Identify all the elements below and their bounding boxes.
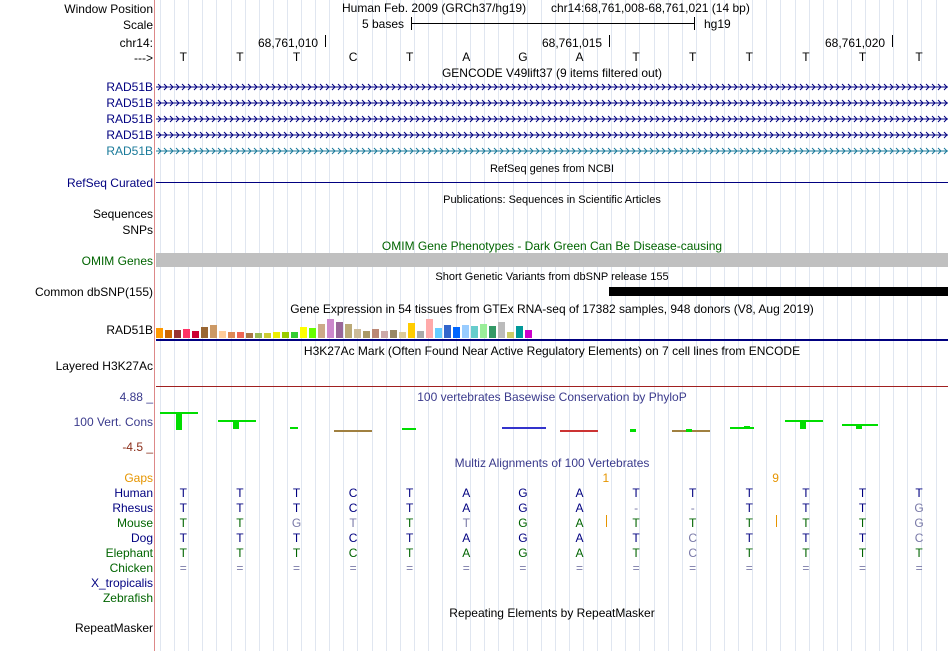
gtex-tissue-bar[interactable] bbox=[399, 332, 406, 338]
phylop-min-label: -4.5 _ bbox=[122, 440, 153, 454]
alignment-base: T bbox=[745, 531, 753, 545]
alignment-base: T bbox=[236, 486, 244, 500]
phylop-score-bar[interactable] bbox=[800, 421, 806, 429]
alignment-base: = bbox=[632, 561, 640, 575]
alignment-base: = bbox=[519, 561, 527, 575]
alignment-base: T bbox=[745, 486, 753, 500]
chrom-label: chr14: bbox=[119, 36, 153, 50]
gencode-transcript[interactable] bbox=[156, 81, 948, 93]
species-label[interactable]: Rhesus bbox=[112, 501, 153, 515]
alignment-base: T bbox=[236, 546, 244, 560]
alignment-base: A bbox=[575, 486, 584, 500]
alignment-base: T bbox=[802, 486, 810, 500]
phylop-track-title: 100 vertebrates Basewise Conservation by PhyloP bbox=[417, 390, 687, 404]
alignment-base: = bbox=[236, 561, 244, 575]
gtex-tissue-bar[interactable] bbox=[210, 325, 217, 338]
dbsnp-track-title: Short Genetic Variants from dbSNP release 155 bbox=[435, 271, 669, 283]
gencode-item-label-5[interactable]: RAD51B bbox=[106, 144, 153, 158]
alignment-base: T bbox=[292, 501, 301, 515]
species-label[interactable]: Zebrafish bbox=[102, 591, 153, 605]
sequence-base: T bbox=[632, 50, 640, 64]
gtex-tissue-bar[interactable] bbox=[174, 330, 181, 338]
alignment-base: = bbox=[406, 561, 414, 575]
alignment-base: - bbox=[634, 501, 639, 515]
scale-text: 5 bases bbox=[362, 17, 405, 31]
alignment-base: C bbox=[688, 531, 698, 545]
alignment-base: A bbox=[462, 531, 471, 545]
scale-label: Scale bbox=[122, 18, 153, 32]
alignment-base: C bbox=[688, 546, 698, 560]
omim-track-title: OMIM Gene Phenotypes - Dark Green Can Be Disease-causing bbox=[381, 239, 723, 253]
alignment-base: T bbox=[236, 516, 244, 530]
sequence-base: T bbox=[236, 50, 244, 64]
alignment-base: T bbox=[802, 546, 810, 560]
gtex-tissue-bar[interactable] bbox=[498, 322, 505, 338]
gtex-tissue-bar[interactable] bbox=[354, 329, 361, 338]
gencode-item-label-1[interactable]: RAD51B bbox=[106, 80, 153, 94]
alignment-base: G bbox=[914, 516, 924, 530]
gtex-tissue-bar[interactable] bbox=[237, 332, 244, 338]
gtex-tissue-bar[interactable] bbox=[390, 330, 397, 338]
alignment-base: T bbox=[406, 501, 414, 515]
gtex-tissue-bar[interactable] bbox=[336, 322, 343, 338]
gtex-tissue-bar[interactable] bbox=[516, 326, 523, 338]
alignment-base: T bbox=[292, 531, 301, 545]
sequence-base: T bbox=[745, 50, 753, 64]
alignment-base: - bbox=[690, 501, 695, 515]
omim-gene-bar[interactable] bbox=[156, 253, 948, 267]
species-label[interactable]: Dog bbox=[130, 531, 153, 545]
publications-track-title: Publications: Sequences in Scientific Articles bbox=[443, 194, 661, 206]
alignment-base: T bbox=[689, 486, 697, 500]
phylop-score-bar[interactable] bbox=[856, 424, 862, 429]
ruler-tick-label-2: 68,761,015 bbox=[542, 36, 603, 50]
alignment-base: T bbox=[745, 546, 753, 560]
phylop-track-label[interactable]: 100 Vert. Cons bbox=[73, 415, 153, 429]
sequence-base: C bbox=[348, 50, 358, 64]
gtex-tissue-bar[interactable] bbox=[507, 332, 514, 338]
gtex-tissue-bar[interactable] bbox=[273, 332, 280, 338]
gtex-tissue-bar[interactable] bbox=[426, 319, 433, 338]
phylop-max-label: 4.88 _ bbox=[119, 390, 153, 404]
gtex-tissue-bar[interactable] bbox=[282, 332, 289, 338]
species-label[interactable]: Elephant bbox=[105, 546, 153, 560]
alignment-base: G bbox=[518, 486, 528, 500]
gtex-tissue-bar[interactable] bbox=[489, 326, 496, 338]
species-label[interactable]: Human bbox=[114, 486, 153, 500]
gtex-tissue-bar[interactable] bbox=[309, 328, 316, 338]
alignment-base: G bbox=[518, 516, 528, 530]
gencode-item-label-2[interactable]: RAD51B bbox=[106, 96, 153, 110]
gtex-tissue-bar[interactable] bbox=[363, 331, 370, 338]
alignment-base: T bbox=[858, 501, 867, 515]
scale-bar bbox=[411, 23, 694, 24]
gencode-transcript[interactable] bbox=[156, 97, 948, 109]
alignment-base: T bbox=[802, 516, 810, 530]
alignment-base: T bbox=[236, 501, 244, 515]
alignment-base: T bbox=[632, 486, 640, 500]
gencode-item-label-3[interactable]: RAD51B bbox=[106, 112, 153, 126]
gtex-tissue-bar[interactable] bbox=[471, 326, 478, 338]
alignment-base: T bbox=[915, 546, 923, 560]
alignment-base: T bbox=[179, 501, 187, 515]
gtex-tissue-bar[interactable] bbox=[246, 333, 253, 338]
gtex-tissue-bar[interactable] bbox=[255, 333, 262, 338]
gtex-tissue-bar[interactable] bbox=[300, 327, 307, 338]
alignment-base: C bbox=[348, 531, 358, 545]
phylop-score-bar[interactable] bbox=[630, 429, 636, 432]
gtex-tissue-bar[interactable] bbox=[453, 327, 460, 338]
dbsnp-variant-bar[interactable] bbox=[609, 287, 948, 296]
alignment-base: T bbox=[236, 531, 244, 545]
alignment-base: A bbox=[462, 486, 471, 500]
ruler-tick-3 bbox=[892, 35, 893, 47]
alignment-base: T bbox=[179, 486, 187, 500]
alignment-base: T bbox=[802, 531, 810, 545]
phylop-score-bar[interactable] bbox=[502, 427, 546, 429]
alignment-base: T bbox=[858, 516, 867, 530]
gtex-tissue-bar[interactable] bbox=[192, 331, 199, 338]
publications-snps-label[interactable]: SNPs bbox=[122, 223, 153, 237]
alignment-base: T bbox=[858, 531, 867, 545]
gtex-tissue-bar[interactable] bbox=[264, 333, 271, 338]
alignment-base: G bbox=[518, 546, 528, 560]
phylop-score-bar[interactable] bbox=[744, 426, 750, 429]
assembly-text: Human Feb. 2009 (GRCh37/hg19) bbox=[342, 1, 527, 15]
alignment-base: T bbox=[745, 516, 753, 530]
gtex-tissue-bar[interactable] bbox=[327, 319, 334, 338]
alignment-base: = bbox=[802, 561, 810, 575]
sequence-base: T bbox=[915, 50, 923, 64]
gap-count[interactable]: 9 bbox=[772, 471, 779, 485]
alignment-base: G bbox=[518, 501, 528, 515]
gtex-track-title: Gene Expression in 54 tissues from GTEx RNA-seq of 17382 samples, 948 donors (V8, Aug 2019) bbox=[290, 302, 814, 316]
alignment-base: A bbox=[462, 501, 471, 515]
refseq-track-title: RefSeq genes from NCBI bbox=[489, 163, 615, 175]
alignment-base: T bbox=[689, 516, 697, 530]
phylop-score-bar[interactable] bbox=[334, 430, 372, 432]
alignment-base: = bbox=[462, 561, 470, 575]
gtex-tissue-bar[interactable] bbox=[291, 332, 298, 338]
gtex-tissue-bar[interactable] bbox=[462, 325, 469, 338]
gtex-tissue-bar[interactable] bbox=[444, 325, 451, 338]
phylop-score-bar[interactable] bbox=[176, 414, 182, 430]
sequence-base: T bbox=[689, 50, 697, 64]
phylop-score-bar[interactable] bbox=[402, 428, 416, 430]
gtex-tissue-bar[interactable] bbox=[318, 324, 325, 338]
alignment-base: C bbox=[348, 546, 358, 560]
alignment-base: T bbox=[632, 516, 640, 530]
alignment-base: T bbox=[858, 546, 867, 560]
alignment-base: = bbox=[349, 561, 357, 575]
scale-db-text: hg19 bbox=[704, 17, 731, 31]
alignment-base: = bbox=[689, 561, 697, 575]
alignment-base: = bbox=[575, 561, 584, 575]
phylop-score-bar[interactable] bbox=[560, 430, 598, 432]
h3k27ac-baseline[interactable] bbox=[156, 386, 948, 387]
sequence-base: T bbox=[802, 50, 810, 64]
sequence-base: A bbox=[575, 50, 584, 64]
alignment-base: T bbox=[745, 501, 753, 515]
strand-arrow-label[interactable]: ---> bbox=[134, 51, 153, 65]
gtex-track-label[interactable]: RAD51B bbox=[106, 323, 153, 337]
alignment-base: T bbox=[462, 516, 470, 530]
alignment-base: T bbox=[179, 546, 187, 560]
gtex-baseline bbox=[156, 339, 948, 341]
window-position-label: Window Position bbox=[64, 2, 153, 16]
repeatmasker-track-label[interactable]: RepeatMasker bbox=[74, 621, 153, 635]
alignment-base: T bbox=[858, 486, 867, 500]
gtex-tissue-bar[interactable] bbox=[165, 330, 172, 338]
scale-bar-right-tick bbox=[694, 17, 695, 30]
gap-count[interactable]: 1 bbox=[602, 471, 610, 485]
refseq-track-label[interactable]: RefSeq Curated bbox=[66, 176, 153, 190]
gencode-item-label-4[interactable]: RAD51B bbox=[106, 128, 153, 142]
alignment-base: G bbox=[914, 501, 924, 515]
phylop-score-bar[interactable] bbox=[290, 427, 298, 429]
gtex-tissue-bar[interactable] bbox=[435, 328, 442, 338]
alignment-base: = bbox=[858, 561, 867, 575]
alignment-base: G bbox=[518, 531, 528, 545]
alignment-base: T bbox=[632, 546, 640, 560]
h3k27ac-track-title: H3K27Ac Mark (Often Found Near Active Regulatory Elements) on 7 cell lines from ENCODE bbox=[303, 344, 801, 358]
gencode-track-title: GENCODE V49lift37 (9 items filtered out) bbox=[441, 66, 663, 80]
alignment-base: T bbox=[349, 516, 357, 530]
phylop-score-bar[interactable] bbox=[730, 427, 754, 429]
position-text: chr14:68,761,008-68,761,021 (14 bp) bbox=[551, 1, 750, 15]
alignment-base: = bbox=[745, 561, 753, 575]
alignment-base: T bbox=[802, 501, 810, 515]
gencode-transcript[interactable] bbox=[156, 129, 948, 141]
ruler-tick-1 bbox=[325, 35, 326, 47]
ruler-tick-label-1: 68,761,010 bbox=[258, 36, 319, 50]
gtex-tissue-bar[interactable] bbox=[201, 327, 208, 338]
ruler-tick-label-3: 68,761,020 bbox=[825, 36, 886, 50]
sequence-base: T bbox=[179, 50, 187, 64]
alignment-base: G bbox=[291, 516, 302, 530]
alignment-base: T bbox=[179, 516, 187, 530]
alignment-base: T bbox=[406, 531, 414, 545]
refseq-gene-line[interactable] bbox=[156, 182, 948, 183]
gap-marker bbox=[606, 515, 607, 527]
species-label[interactable]: X_tropicalis bbox=[90, 576, 153, 590]
gtex-tissue-bar[interactable] bbox=[345, 324, 352, 338]
gtex-tissue-bar[interactable] bbox=[408, 323, 415, 338]
gencode-transcript[interactable] bbox=[156, 113, 948, 125]
sequence-base: T bbox=[406, 50, 414, 64]
alignment-base: A bbox=[575, 546, 584, 560]
h3k27ac-track-label[interactable]: Layered H3K27Ac bbox=[55, 359, 153, 373]
phylop-score-bar[interactable] bbox=[686, 429, 692, 432]
sequence-base: G bbox=[518, 50, 528, 64]
alignment-base: A bbox=[462, 546, 471, 560]
gtex-tissue-bar[interactable] bbox=[381, 331, 388, 338]
alignment-base: T bbox=[915, 486, 923, 500]
repeatmasker-track-title: Repeating Elements by RepeatMasker bbox=[449, 606, 655, 620]
alignment-base: T bbox=[406, 516, 414, 530]
alignment-base: T bbox=[292, 486, 301, 500]
gtex-tissue-bar[interactable] bbox=[372, 329, 379, 338]
gencode-transcript[interactable] bbox=[156, 145, 948, 157]
dbsnp-track-label[interactable]: Common dbSNP(155) bbox=[34, 285, 153, 299]
omim-track-label[interactable]: OMIM Genes bbox=[81, 254, 153, 268]
gtex-tissue-bar[interactable] bbox=[156, 328, 163, 338]
gtex-tissue-bar[interactable] bbox=[525, 330, 532, 338]
alignment-base: C bbox=[914, 531, 924, 545]
multiz-gaps-label: Gaps bbox=[124, 471, 153, 485]
phylop-score-bar[interactable] bbox=[233, 421, 239, 429]
gtex-tissue-bar[interactable] bbox=[183, 329, 190, 338]
species-label[interactable]: Mouse bbox=[116, 516, 153, 530]
gtex-tissue-bar[interactable] bbox=[228, 332, 235, 338]
gtex-tissue-bar[interactable] bbox=[219, 331, 226, 338]
alignment-base: T bbox=[292, 546, 301, 560]
alignment-base: A bbox=[575, 501, 584, 515]
multiz-track-title: Multiz Alignments of 100 Vertebrates bbox=[454, 456, 650, 470]
alignment-base: = bbox=[292, 561, 301, 575]
alignment-base: = bbox=[179, 561, 187, 575]
label-divider bbox=[154, 0, 155, 651]
alignment-base: T bbox=[406, 486, 414, 500]
sequence-base: T bbox=[292, 50, 301, 64]
ruler-tick-2 bbox=[609, 35, 610, 47]
alignment-base: C bbox=[348, 501, 358, 515]
gtex-tissue-bar[interactable] bbox=[480, 324, 487, 338]
sequence-base: T bbox=[858, 50, 867, 64]
alignment-base: A bbox=[575, 516, 584, 530]
species-label[interactable]: Chicken bbox=[109, 561, 153, 575]
alignment-base: T bbox=[406, 546, 414, 560]
alignment-base: T bbox=[632, 531, 640, 545]
alignment-base: A bbox=[575, 531, 584, 545]
publications-sequences-label[interactable]: Sequences bbox=[92, 207, 153, 221]
gtex-tissue-bar[interactable] bbox=[417, 331, 424, 338]
gap-marker bbox=[776, 515, 777, 527]
alignment-base: = bbox=[915, 561, 923, 575]
scale-bar-left-tick bbox=[411, 17, 412, 30]
alignment-base: C bbox=[348, 486, 358, 500]
alignment-base: T bbox=[179, 531, 187, 545]
sequence-base: A bbox=[462, 50, 471, 64]
